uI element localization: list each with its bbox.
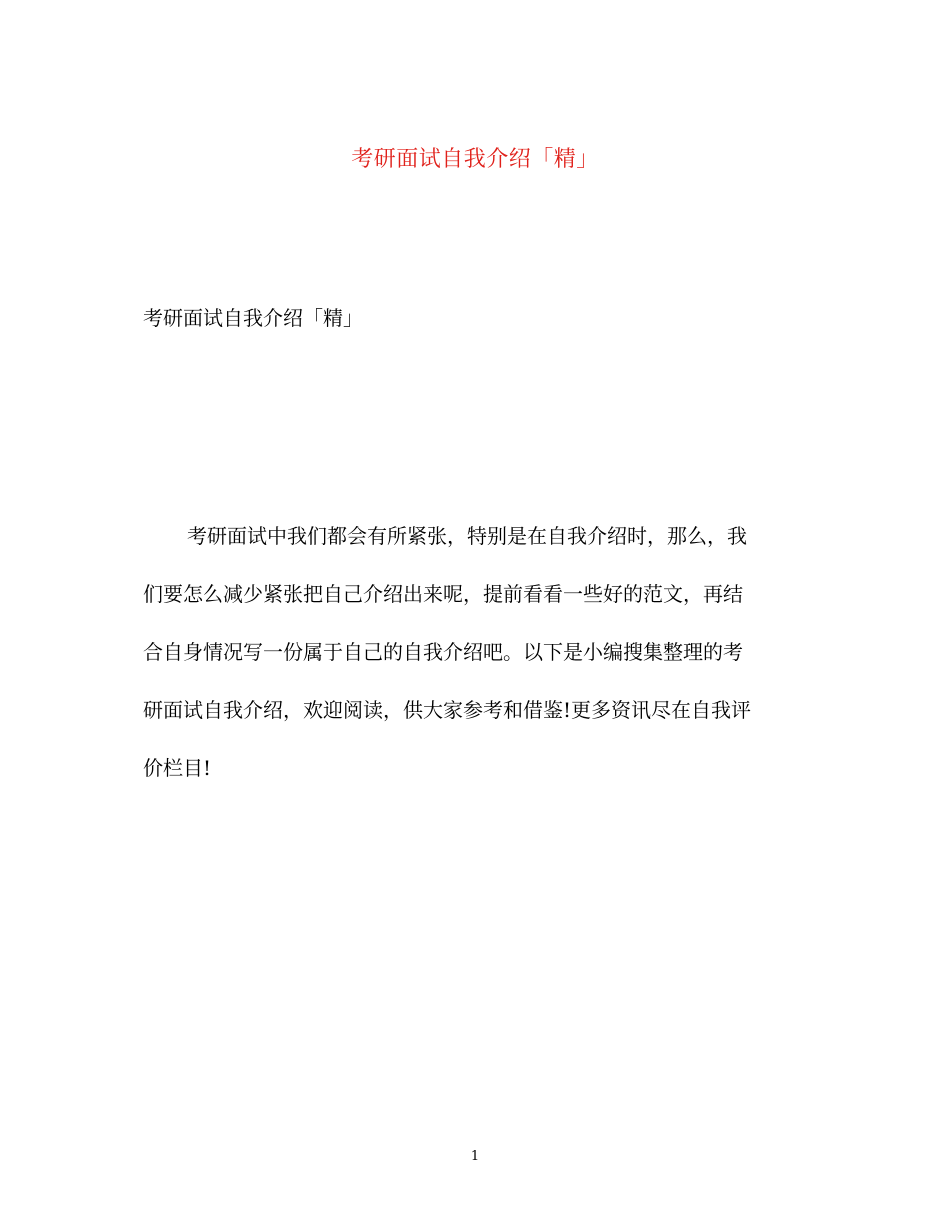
body-paragraph bbox=[143, 518, 807, 808]
page-number: 1 bbox=[470, 1149, 480, 1164]
paragraph-line: 合自身情况写一份属于自己的自我介绍吧。以下是小编搜集整理的考 bbox=[143, 640, 743, 664]
document-subtitle: 考研面试自我介绍「精」 bbox=[143, 306, 363, 330]
paragraph-line: 研面试自我介绍，欢迎阅读，供大家参考和借鉴!更多资讯尽在自我评 bbox=[143, 698, 752, 722]
document-title: 考研面试自我介绍「精」 bbox=[351, 147, 599, 172]
paragraph-line: 们要怎么减少紧张把自己介绍出来呢，提前看看一些好的范文，再结 bbox=[143, 582, 743, 606]
paragraph-line: 价栏目! bbox=[143, 756, 212, 780]
paragraph-line: 考研面试中我们都会有所紧张，特别是在自我介绍时，那么，我 bbox=[187, 524, 747, 548]
